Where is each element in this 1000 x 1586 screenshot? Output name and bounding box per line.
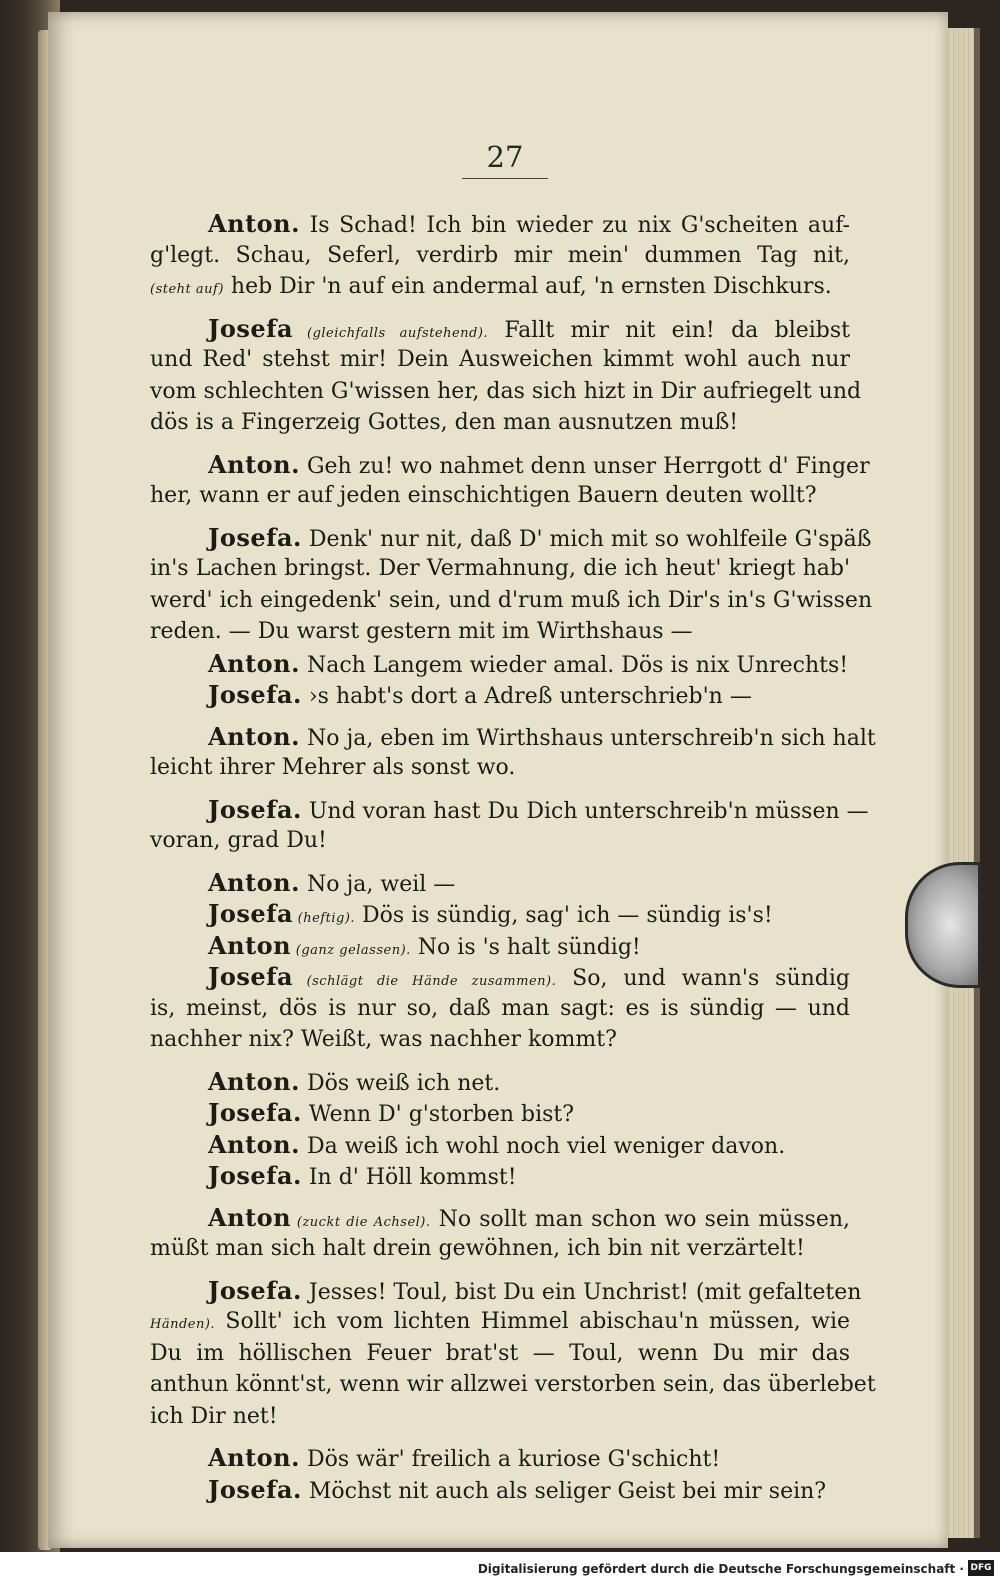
text-line [150,553,850,585]
body-text [150,208,876,1505]
speaker-name: Anton. [208,648,300,678]
paragraph-gap [150,1265,850,1275]
dialogue-text: ich Dir net! [150,1403,278,1429]
paragraph-gap [150,1192,850,1202]
speaker-name: Anton. [208,1129,300,1159]
dialogue-text: werd' ich eingedenk' sein, und d'rum muß ich Dir's in's G'wissen [150,587,873,613]
dialogue-text: No ja, weil — [299,871,456,897]
speaker-name: Josefa. [208,794,302,824]
dialogue-text: No sollt man schon wo sein müssen, [430,1206,850,1232]
speaker-name: Josefa. [208,1161,302,1190]
page-stack-edges [944,28,980,1538]
dialogue-text: Und voran hast Du Dich unterschreib'n müssen — [301,798,869,824]
text-line [150,449,870,481]
text-line [150,376,862,408]
text-line [150,522,872,554]
text-line [150,679,850,711]
dialogue-text: Geh zu! wo nahmet denn unser Herrgott d' Finger [299,453,870,479]
dialogue-text: So, und wann's sündig [556,966,850,991]
text-line [150,898,850,930]
text-line [150,1066,850,1098]
dialogue-text: und Red' stehst mir! Dein Ausweichen kimmt wohl auch nur [150,347,850,372]
text-line [150,1442,850,1474]
speaker-name: Anton. [208,449,300,479]
dialogue-text: is, meinst, dös is nur so, daß man sagt: es is sündig — und [150,995,850,1021]
dialogue-text: Is Schad! Ich bin wieder zu nix G'scheiten auf- [299,213,850,238]
text-line [150,752,850,784]
text-line [150,1306,850,1338]
text-line [150,407,850,439]
speaker-name: Anton [208,1202,292,1232]
funding-note: Digitalisierung gefördert durch die Deutsche Forschungsgemeinschaft · [477,1562,964,1576]
dialogue-text: anthun könnt'st, wenn wir allzwei verstorben sein, das überlebet [150,1372,876,1397]
dialogue-text: Dös wär' freilich a kuriose G'schicht! [299,1447,721,1472]
dialogue-text: In d' Höll kommst! [301,1165,517,1190]
dialogue-text: No is 's halt sündig! [410,934,641,960]
paragraph-gap [150,1056,850,1066]
text-line [150,313,850,345]
page-number-rule [462,178,548,179]
speaker-name: Anton [208,930,292,960]
speaker-name: Josefa. [208,522,302,552]
dialogue-text: reden. — Du warst gestern mit im Wirthshaus — [150,619,693,644]
dialogue-text: Da weiß ich wohl noch viel weniger davon. [299,1133,786,1159]
dialogue-text: vom schlechten G'wissen her, das sich hizt in Dir aufriegelt und [150,378,862,404]
paragraph-gap [150,303,850,313]
paragraph-gap [150,512,850,522]
text-line [150,867,850,899]
text-line [150,648,850,680]
dialogue-text: No ja, eben im Wirthshaus unterschreib'n sich halt [299,725,876,751]
text-line [150,271,850,303]
dialogue-text: in's Lachen bringst. Der Vermahnung, die ich heut' kriegt hab' [150,556,850,581]
speaker-name: Anton. [208,1443,300,1472]
footer-bar [0,1552,1000,1586]
dialogue-text: Dös weiß ich net. [299,1070,501,1096]
text-line [150,480,850,512]
speaker-name: Anton. [208,1066,300,1096]
dialogue-text: Jesses! Toul, bist Du ein Unchrist! (mit gefalteten [301,1279,862,1305]
text-line [150,930,850,962]
dialogue-text: Wenn D' g'storben bist? [301,1102,575,1127]
stage-direction: (zuckt die Achsel). [291,1214,431,1230]
paragraph-gap [150,439,850,449]
speaker-name: Anton. [208,867,300,897]
text-line [150,1202,850,1234]
paragraph-gap [150,784,850,794]
text-line [150,1097,850,1129]
text-line [150,240,850,272]
text-line [150,1160,850,1192]
text-line [150,1474,850,1506]
dialogue-text: Dös is sündig, sag' ich — sündig is's! [355,903,773,928]
stage-direction: (steht auf) [150,282,224,297]
paragraph-gap [150,1432,850,1442]
paragraph-gap [150,857,850,867]
dialogue-text: leicht ihrer Mehrer als sonst wo. [150,755,516,780]
text-line [150,794,869,826]
dialogue-text: Möchst nit auch als seliger Geist bei mir sein? [301,1478,827,1504]
speaker-name: Josefa. [208,1474,302,1504]
speaker-name: Anton. [208,721,300,751]
dialogue-text: her, wann er auf jeden einschichtigen Bauern deuten wollt? [150,483,817,508]
speaker-name: Josefa [208,899,294,928]
dialogue-text: dös is a Fingerzeig Gottes, den man ausnutzen muß! [150,410,739,435]
stage-direction: (schlägt die Hände zusammen). [293,974,557,989]
text-line [150,1338,850,1370]
text-line [150,993,850,1025]
text-line [150,721,876,753]
dialogue-text: voran, grad Du! [150,828,327,853]
text-line [150,616,850,648]
dialogue-text: heb Dir 'n auf ein andermal auf, 'n ernsten Dischkurs. [223,274,832,299]
stage-direction: Händen). [150,1317,216,1332]
speaker-name: Josefa [208,313,294,343]
dialogue-text: Sollt' ich vom lichten Himmel abischau'n müssen, wie [215,1309,850,1334]
text-line [150,208,850,240]
text-line [150,1024,850,1056]
dialogue-text: Denk' nur nit, daß D' mich mit so wohlfeile G'späß [301,526,872,552]
dialogue-text: nachher nix? Weißt, was nachher kommt? [150,1027,617,1052]
text-line [150,961,850,993]
text-line [150,344,850,376]
dialogue-text: ›s habt's dort a Adreß unterschrieb'n — [301,684,752,709]
text-line [150,1129,850,1161]
text-line [150,1369,876,1401]
text-line [150,1401,850,1433]
paragraph-gap [150,711,850,721]
page-number: 27 [486,140,524,174]
dialogue-text: g'legt. Schau, Seferl, verdirb mir mein' dummen Tag nit, [150,242,850,268]
speaker-name: Josefa [208,962,294,991]
speaker-name: Josefa. [208,1098,302,1127]
text-line [150,825,850,857]
stage-direction: (heftig). [293,911,356,926]
text-line [150,585,873,617]
stage-direction: (ganz gelassen). [291,942,411,958]
text-line [150,1275,862,1307]
dialogue-text: Nach Langem wieder amal. Dös is nix Unrechts! [299,652,849,678]
dialogue-text: Fallt mir nit ein! da bleibst [488,317,851,343]
speaker-name: Josefa. [208,680,302,709]
dialogue-text: Du im höllischen Feuer brat'st — Toul, wenn Du mir das [150,1340,850,1366]
text-line [150,1233,850,1265]
speaker-name: Josefa. [208,1275,302,1305]
dialogue-text: müßt man sich halt drein gewöhnen, ich bin nit verzärtelt! [150,1236,805,1261]
speaker-name: Anton. [208,209,300,238]
dfg-logo: DFG [968,1560,994,1576]
stage-direction: (gleichfalls aufstehend). [293,325,489,341]
